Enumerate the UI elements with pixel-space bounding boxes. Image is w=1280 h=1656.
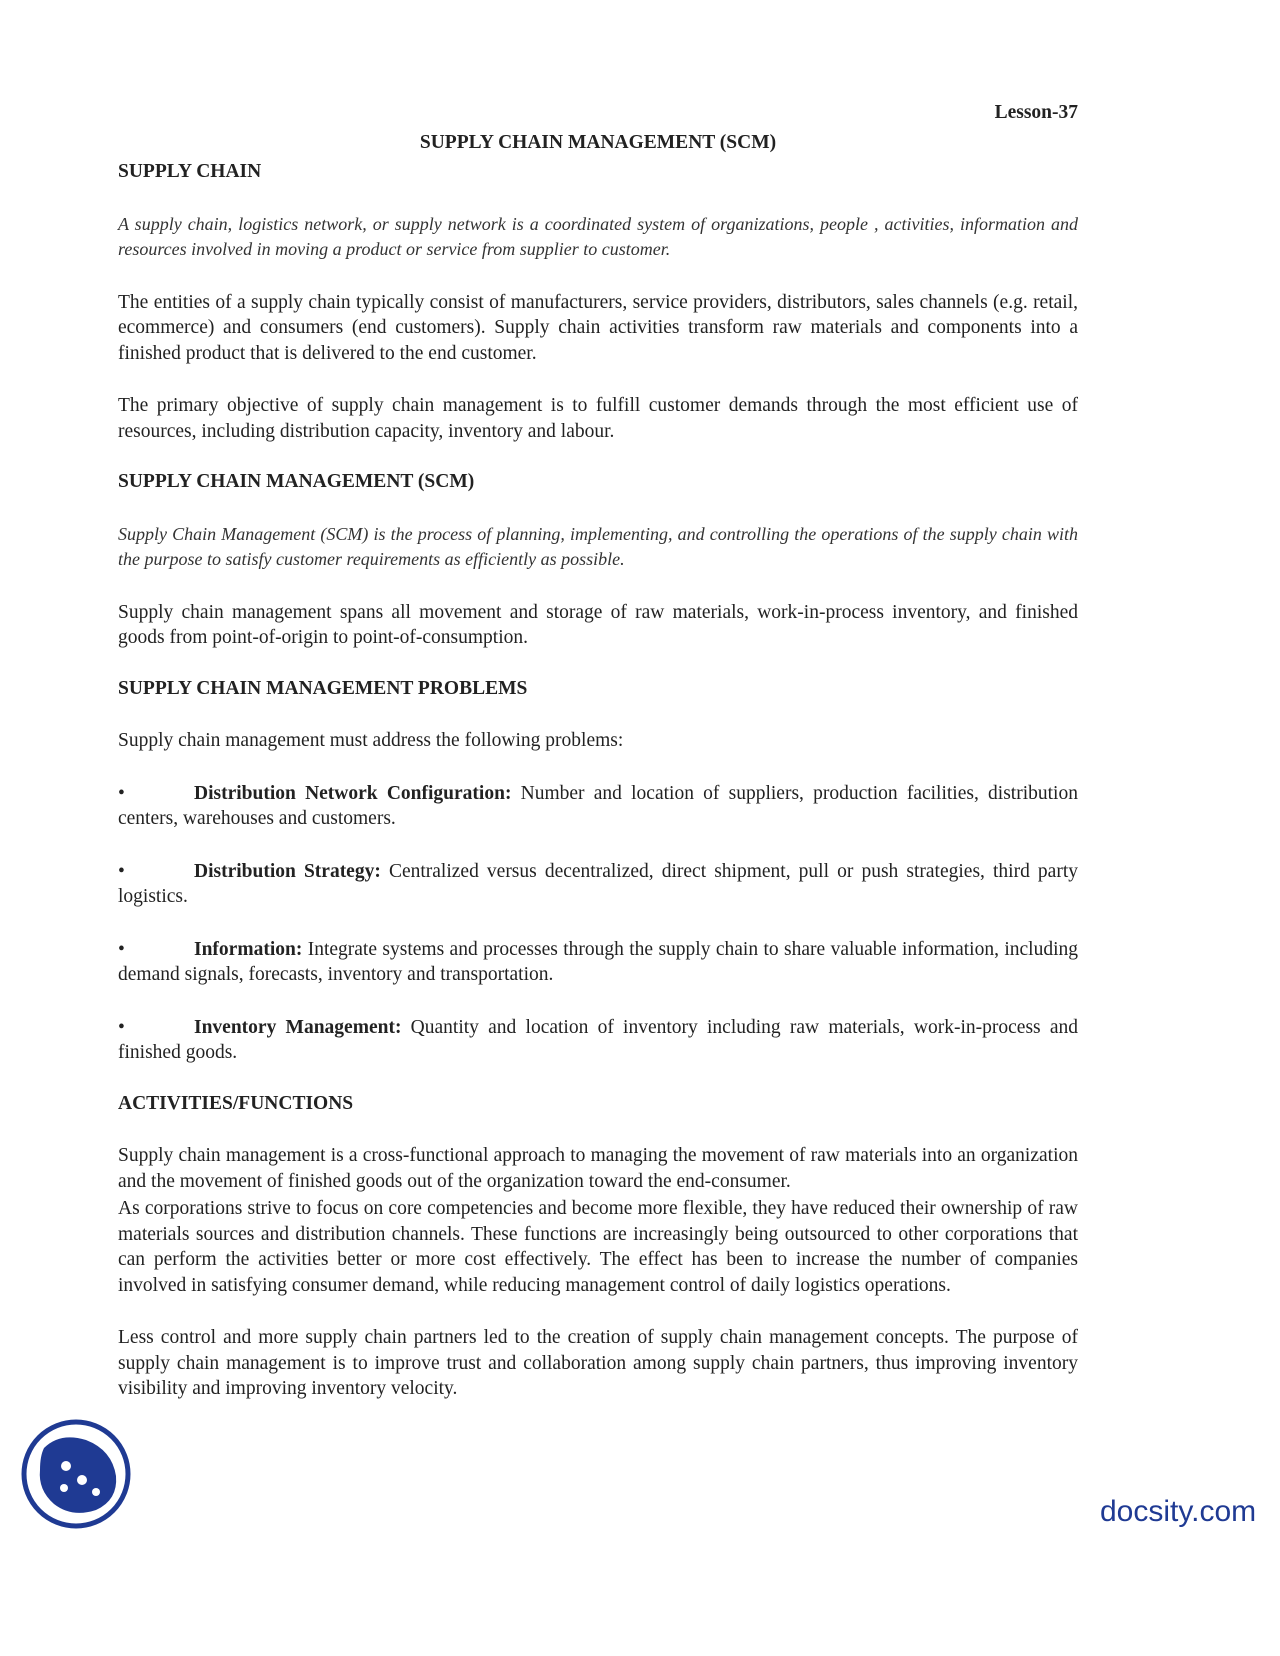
section-heading-problems: SUPPLY CHAIN MANAGEMENT PROBLEMS xyxy=(118,677,528,699)
section-heading-scm: SUPPLY CHAIN MANAGEMENT (SCM) xyxy=(118,471,475,492)
list-item xyxy=(118,859,1078,910)
activities-paragraph-3: Less control and more supply chain partners led to the creation of supply chain management concepts. The purpose of supply chain management is to improve trust and collaboration among supply chain partners, thus improving inventory visibility and improving inventory velocity. xyxy=(118,1327,1078,1399)
scm-definition: Supply Chain Management (SCM) is the process of planning, implementing, and controlling the operations of the supply chain with the purpose to satisfy customer requirements as efficiently as possible. xyxy=(118,523,1078,569)
bullet-marker: • xyxy=(118,782,125,804)
bullet-term: Distribution Network Configuration: xyxy=(194,782,512,804)
lesson-number: Lesson-37 xyxy=(994,102,1078,123)
supply-chain-objective-paragraph: The primary objective of supply chain management is to fulfill customer demands through the most efficient use of resources, including distribution capacity, inventory and labour. xyxy=(118,395,1078,442)
docsity-watermark[interactable]: docsity.com xyxy=(1100,1495,1257,1528)
activities-paragraph-2: As corporations strive to focus on core competencies and become more flexible, they have reduced their ownership of raw materials sources and distribution channels. These functions are increasingly being outsourced to other corporations that can perform the activities better or more cost effectively. The effect has been to increase the number of companies involved in satisfying consumer demand, while reducing management control of daily logistics operations. xyxy=(118,1198,1078,1296)
bullet-term: Distribution Strategy: xyxy=(194,860,381,882)
supply-chain-definition: A supply chain, logistics network, or supply network is a coordinated system of organizations, people , activities, information and resources involved in moving a product or service from supplier to customer. xyxy=(118,213,1078,259)
bullet-term: Information: xyxy=(194,938,303,960)
problems-intro: Supply chain management must address the following problems: xyxy=(118,730,624,751)
section-heading-activities: ACTIVITIES/FUNCTIONS xyxy=(118,1092,354,1114)
document-page xyxy=(118,100,1078,1402)
section-heading-supply-chain: SUPPLY CHAIN xyxy=(118,161,262,182)
list-item xyxy=(118,1015,1078,1066)
bullet-marker: • xyxy=(118,938,125,960)
bullet-text: Number and location of suppliers, production facilities, distribution centers, warehouses and customers. xyxy=(118,782,1078,829)
list-item xyxy=(118,781,1078,832)
bullet-term: Inventory Management: xyxy=(194,1016,402,1038)
page-title: SUPPLY CHAIN MANAGEMENT (SCM) xyxy=(419,131,777,153)
list-item xyxy=(118,937,1078,988)
scm-span-paragraph: Supply chain management spans all movement and storage of raw materials, work-in-process inventory, and finished goods from point-of-origin to point-of-consumption. xyxy=(118,601,1078,648)
supply-chain-entities-paragraph: The entities of a supply chain typically consist of manufacturers, service providers, distributors, sales channels (e.g. retail, ecommerce) and consumers (end customers). Supply chain activities transform raw materials and components into a finished product that is delivered to the end customer. xyxy=(118,291,1078,364)
bullet-marker: • xyxy=(118,860,125,882)
bullet-text: Quantity and location of inventory including raw materials, work-in-process and finished goods. xyxy=(118,1016,1078,1063)
bullet-text: Centralized versus decentralized, direct shipment, pull or push strategies, third party logistics. xyxy=(118,860,1078,907)
bullet-text: Integrate systems and processes through the supply chain to share valuable information, including demand signals, forecasts, inventory and transportation. xyxy=(118,938,1078,985)
bullet-marker: • xyxy=(118,1016,125,1038)
docsity-logo-icon xyxy=(20,1418,132,1530)
activities-paragraph-1: Supply chain management is a cross-functional approach to managing the movement of raw materials into an organization and the movement of finished goods out of the organization toward the end-consumer. xyxy=(118,1145,1078,1192)
